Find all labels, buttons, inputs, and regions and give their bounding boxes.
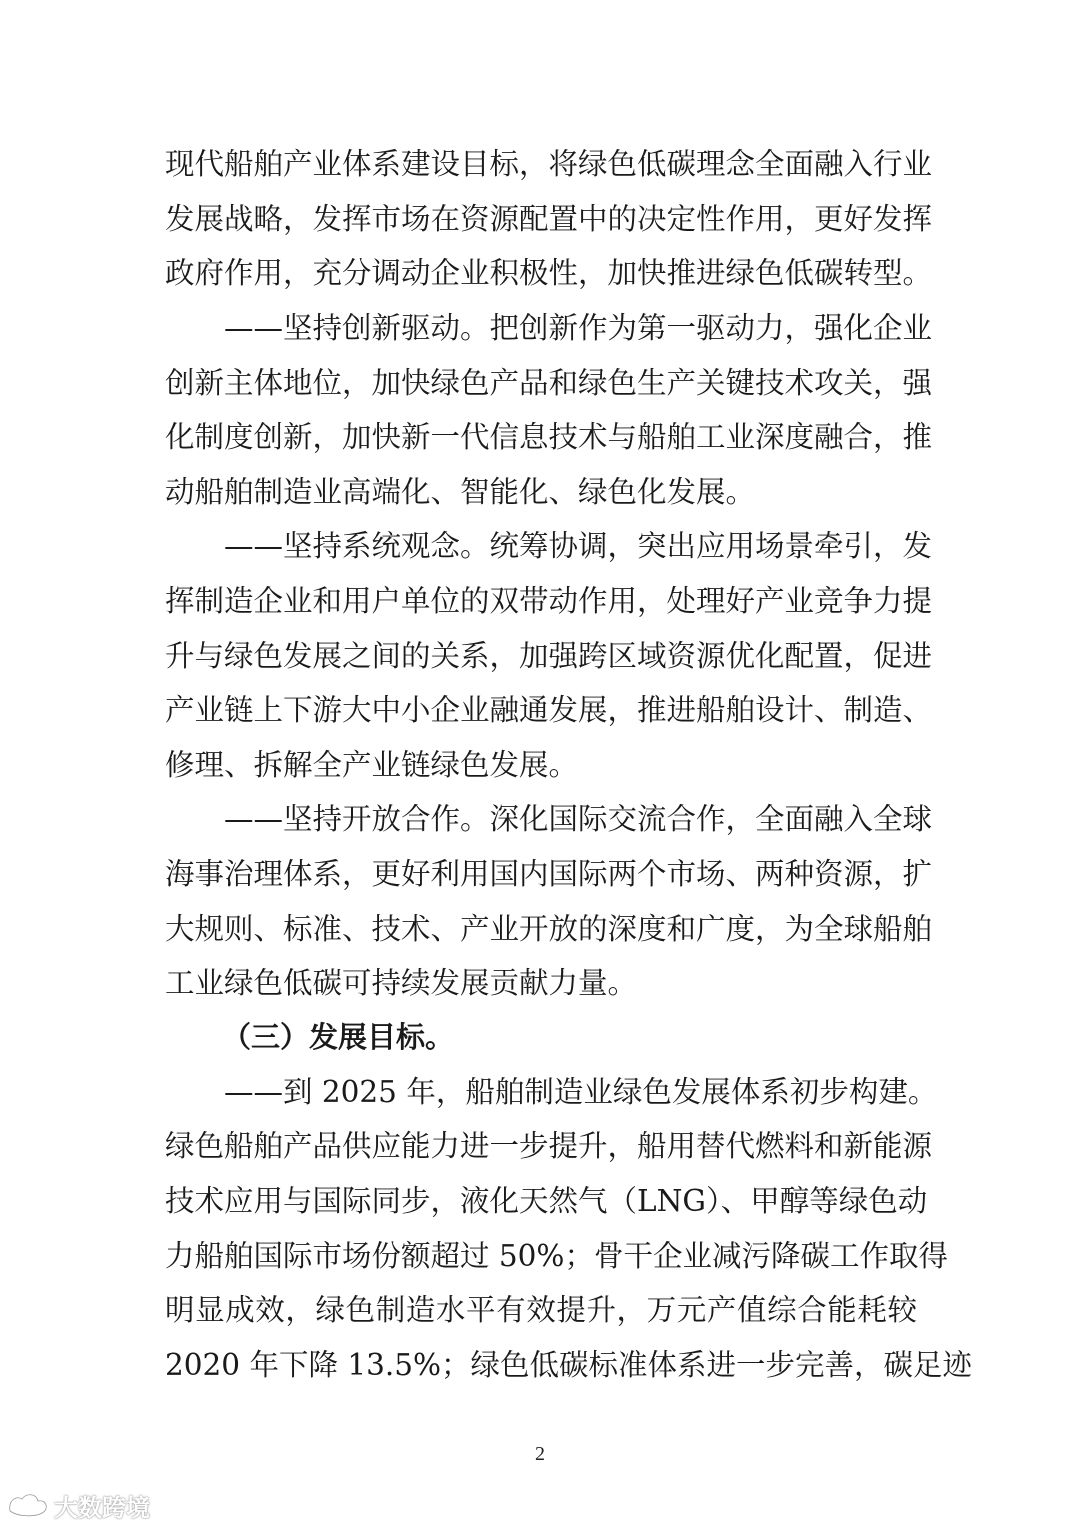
paragraph-line: 绿色船舶产品供应能力进一步提升，船用替代燃料和新能源 [165,1129,933,1163]
paragraph-line: 政府作用，充分调动企业积极性，加快推进绿色低碳转型。 [165,256,933,290]
paragraph-line: 发展战略，发挥市场在资源配置中的决定性作用，更好发挥 [165,202,933,236]
paragraph-line: 工业绿色低碳可持续发展贡献力量。 [165,966,638,1000]
paragraph-line: 动船舶制造业高端化、智能化、绿色化发展。 [165,475,756,509]
paragraph-line: 海事治理体系，更好利用国内国际两个市场、两种资源，扩 [165,857,933,891]
watermark-logo-icon [6,1491,50,1519]
paragraph-line: 技术应用与国际同步，液化天然气（LNG）、甲醇等绿色动 [165,1184,928,1218]
principle-openness-line: ——坚持开放合作。深化国际交流合作，全面融入全球 [224,802,933,836]
principle-system-line: ——坚持系统观念。统筹协调，突出应用场景牵引，发 [224,529,933,563]
page-number: 2 [535,1443,545,1465]
paragraph-line: 现代船舶产业体系建设目标，将绿色低碳理念全面融入行业 [165,147,933,181]
paragraph-line: 升与绿色发展之间的关系，加强跨区域资源优化配置，促进 [165,639,933,673]
paragraph-line: 挥制造企业和用户单位的双带动作用，处理好产业竞争力提 [165,584,933,618]
paragraph-line: 修理、拆解全产业链绿色发展。 [165,748,579,782]
paragraph-line: 明显成效，绿色制造水平有效提升，万元产值综合能耗较 [165,1293,917,1327]
paragraph-line: 力船舶国际市场份额超过 50%；骨干企业减污降碳工作取得 [165,1239,948,1273]
paragraph-line: 创新主体地位，加快绿色产品和绿色生产关键技术攻关，强 [165,366,933,400]
section-heading: （三）发展目标。 [222,1020,455,1054]
watermark [6,1490,150,1520]
principle-innovation-line: ——坚持创新驱动。把创新作为第一驱动力，强化企业 [224,311,933,345]
paragraph-line: 2020 年下降 13.5%；绿色低碳标准体系进一步完善，碳足迹 [165,1348,973,1382]
paragraph-line: 化制度创新，加快新一代信息技术与船舶工业深度融合，推 [165,420,933,454]
watermark-text: 大数跨境 [54,1493,150,1522]
paragraph-line: 产业链上下游大中小企业融通发展，推进船舶设计、制造、 [165,693,933,727]
goal-2025-line: ——到 2025 年，船舶制造业绿色发展体系初步构建。 [224,1075,938,1109]
paragraph-line: 大规则、标准、技术、产业开放的深度和广度，为全球船舶 [165,912,933,946]
